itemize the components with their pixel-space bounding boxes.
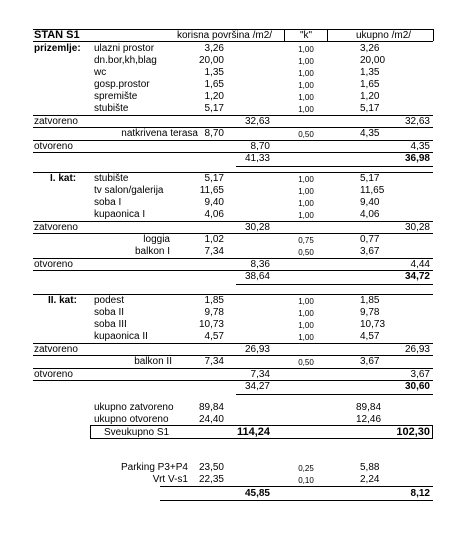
grand-total-label: Sveukupno S1 — [104, 427, 170, 438]
room-area: 10,73 — [198, 319, 224, 330]
summary-label: ukupno zatvoreno — [94, 402, 174, 413]
room-total: 9,78 — [360, 307, 380, 318]
subtotal-total: 3,67 — [410, 369, 430, 380]
room-k: 1,00 — [298, 69, 314, 78]
section-sum-area: 41,33 — [244, 153, 270, 164]
open-item-name: loggia — [143, 234, 170, 245]
subtotal-area: 26,93 — [244, 344, 270, 355]
separator — [236, 284, 433, 285]
open-item-area: 8,70 — [204, 128, 224, 139]
room-total: 11,65 — [360, 185, 385, 196]
room-total: 5,17 — [360, 103, 380, 114]
subtotal-total: 4,35 — [410, 141, 430, 152]
open-item-total: 3,67 — [360, 356, 380, 367]
room-area: 4,57 — [204, 331, 224, 342]
subtotal-area: 8,36 — [250, 259, 270, 270]
room-k: 1,00 — [298, 333, 314, 342]
room-total: 1,85 — [360, 295, 380, 306]
grand-total-area: 114,24 — [236, 426, 270, 438]
room-name: soba II — [94, 307, 125, 318]
extra-item-area: 23,50 — [198, 462, 224, 473]
open-item-area: 1,02 — [204, 234, 224, 245]
open-item-name: natkrivena terasa — [121, 128, 198, 139]
room-total: 5,17 — [360, 173, 380, 184]
section-sum-total: 30,60 — [404, 381, 430, 392]
subtotal-area: 7,34 — [250, 369, 270, 380]
separator — [236, 166, 433, 167]
grand-total-total: 102,30 — [396, 426, 430, 438]
section-sum-total: 34,72 — [404, 271, 430, 282]
extras-sum-area: 45,85 — [244, 488, 270, 499]
header-divider — [327, 29, 328, 41]
room-k: 1,00 — [298, 187, 314, 196]
open-item-total: 4,35 — [360, 128, 380, 139]
open-item-k: 0,50 — [298, 358, 314, 367]
section-sum-total: 36,98 — [404, 153, 430, 164]
room-k: 1,00 — [298, 93, 314, 102]
room-area: 4,06 — [204, 209, 224, 220]
room-k: 1,00 — [298, 45, 314, 54]
room-name: tv salon/galerija — [94, 185, 164, 196]
subtotal-total: 30,28 — [404, 222, 430, 233]
room-name: soba I — [94, 197, 122, 208]
room-k: 1,00 — [298, 309, 314, 318]
column-header-ukupno: ukupno /m2/ — [356, 30, 412, 41]
room-name: kupaonica II — [94, 331, 148, 342]
room-name: podest — [94, 295, 125, 306]
room-k: 1,00 — [298, 105, 314, 114]
subtotal-label: otvoreno — [34, 141, 73, 152]
subtotal-label: zatvoreno — [34, 344, 78, 355]
room-total: 4,06 — [360, 209, 380, 220]
open-item-name: balkon II — [134, 356, 172, 367]
room-area: 1,85 — [204, 295, 224, 306]
extra-item-area: 22,35 — [198, 474, 224, 485]
section-sum-area: 34,27 — [244, 381, 270, 392]
room-area: 9,40 — [204, 197, 224, 208]
page-title: STAN S1 — [34, 29, 80, 41]
extra-item-total: 5,88 — [360, 462, 380, 473]
subtotal-total: 4,44 — [410, 259, 430, 270]
extra-item-name: Parking P3+P4 — [121, 462, 188, 473]
open-item-k: 0,75 — [298, 236, 314, 245]
section-label-kat2: II. kat: — [48, 295, 77, 306]
extra-item-k: 0,25 — [298, 464, 314, 473]
room-area: 5,17 — [204, 173, 224, 184]
summary-total: 12,46 — [356, 414, 382, 425]
subtotal-label: otvoreno — [34, 369, 73, 380]
open-item-area: 7,34 — [204, 246, 224, 257]
room-name: wc — [94, 67, 107, 78]
room-k: 1,00 — [298, 321, 314, 330]
room-total: 20,00 — [360, 55, 386, 66]
room-area: 1,35 — [204, 67, 224, 78]
open-item-name: balkon I — [134, 246, 170, 257]
open-item-k: 0,50 — [298, 248, 314, 257]
subtotal-label: zatvoreno — [34, 222, 78, 233]
room-total: 1,20 — [360, 91, 380, 102]
subtotal-area: 32,63 — [244, 116, 270, 127]
summary-area: 89,84 — [198, 402, 224, 413]
open-item-total: 0,77 — [360, 234, 380, 245]
room-k: 1,00 — [298, 81, 314, 90]
section-label-prizemlje: prizemlje: — [34, 43, 81, 54]
room-total: 4,57 — [360, 331, 380, 342]
room-k: 1,00 — [298, 175, 314, 184]
subtotal-area: 8,70 — [250, 141, 270, 152]
room-area: 5,17 — [204, 103, 224, 114]
subtotal-total: 26,93 — [404, 344, 430, 355]
room-total: 9,40 — [360, 197, 380, 208]
summary-total: 89,84 — [356, 402, 382, 413]
room-total: 1,65 — [360, 79, 380, 90]
room-area: 1,20 — [204, 91, 224, 102]
header-bottom-rule — [33, 41, 433, 42]
room-name: ulazni prostor — [94, 43, 155, 54]
separator — [160, 500, 433, 501]
section-sum-area: 38,64 — [244, 271, 270, 282]
subtotal-area: 30,28 — [244, 222, 270, 233]
room-area: 20,00 — [198, 55, 224, 66]
room-name: spremište — [94, 91, 138, 102]
room-area: 1,65 — [204, 79, 224, 90]
open-item-area: 7,34 — [204, 356, 224, 367]
header-divider — [433, 29, 434, 41]
room-k: 1,00 — [298, 199, 314, 208]
room-area: 9,78 — [204, 307, 224, 318]
room-name: gosp.prostor — [94, 79, 150, 90]
room-total: 1,35 — [360, 67, 380, 78]
room-k: 1,00 — [298, 297, 314, 306]
room-area: 11,65 — [199, 185, 224, 196]
extra-item-total: 2,24 — [360, 474, 380, 485]
extras-sum-total: 8,12 — [410, 488, 430, 499]
separator — [236, 394, 433, 395]
room-area: 3,26 — [204, 43, 224, 54]
room-k: 1,00 — [298, 211, 314, 220]
room-name: dn.bor,kh,blag — [94, 55, 157, 66]
separator — [160, 486, 433, 487]
room-name: soba III — [94, 319, 127, 330]
subtotal-total: 32,63 — [404, 116, 430, 127]
extra-item-name: Vrt V-s1 — [152, 474, 188, 485]
room-k: 1,00 — [298, 57, 314, 66]
room-name: stubište — [94, 103, 129, 114]
column-header-k: "k" — [299, 30, 313, 41]
summary-label: ukupno otvoreno — [94, 414, 169, 425]
subtotal-label: zatvoreno — [34, 116, 78, 127]
section-label-kat1: I. kat: — [50, 173, 77, 184]
room-total: 10,73 — [360, 319, 386, 330]
open-item-total: 3,67 — [360, 246, 380, 257]
open-item-k: 0,50 — [298, 130, 314, 139]
room-name: kupaonica I — [94, 209, 146, 220]
column-header-korisna: korisna površina /m2/ — [177, 30, 273, 41]
room-total: 3,26 — [360, 43, 380, 54]
extra-item-k: 0,10 — [298, 476, 314, 485]
subtotal-label: otvoreno — [34, 259, 73, 270]
summary-area: 24,40 — [198, 414, 224, 425]
room-name: stubište — [94, 173, 129, 184]
